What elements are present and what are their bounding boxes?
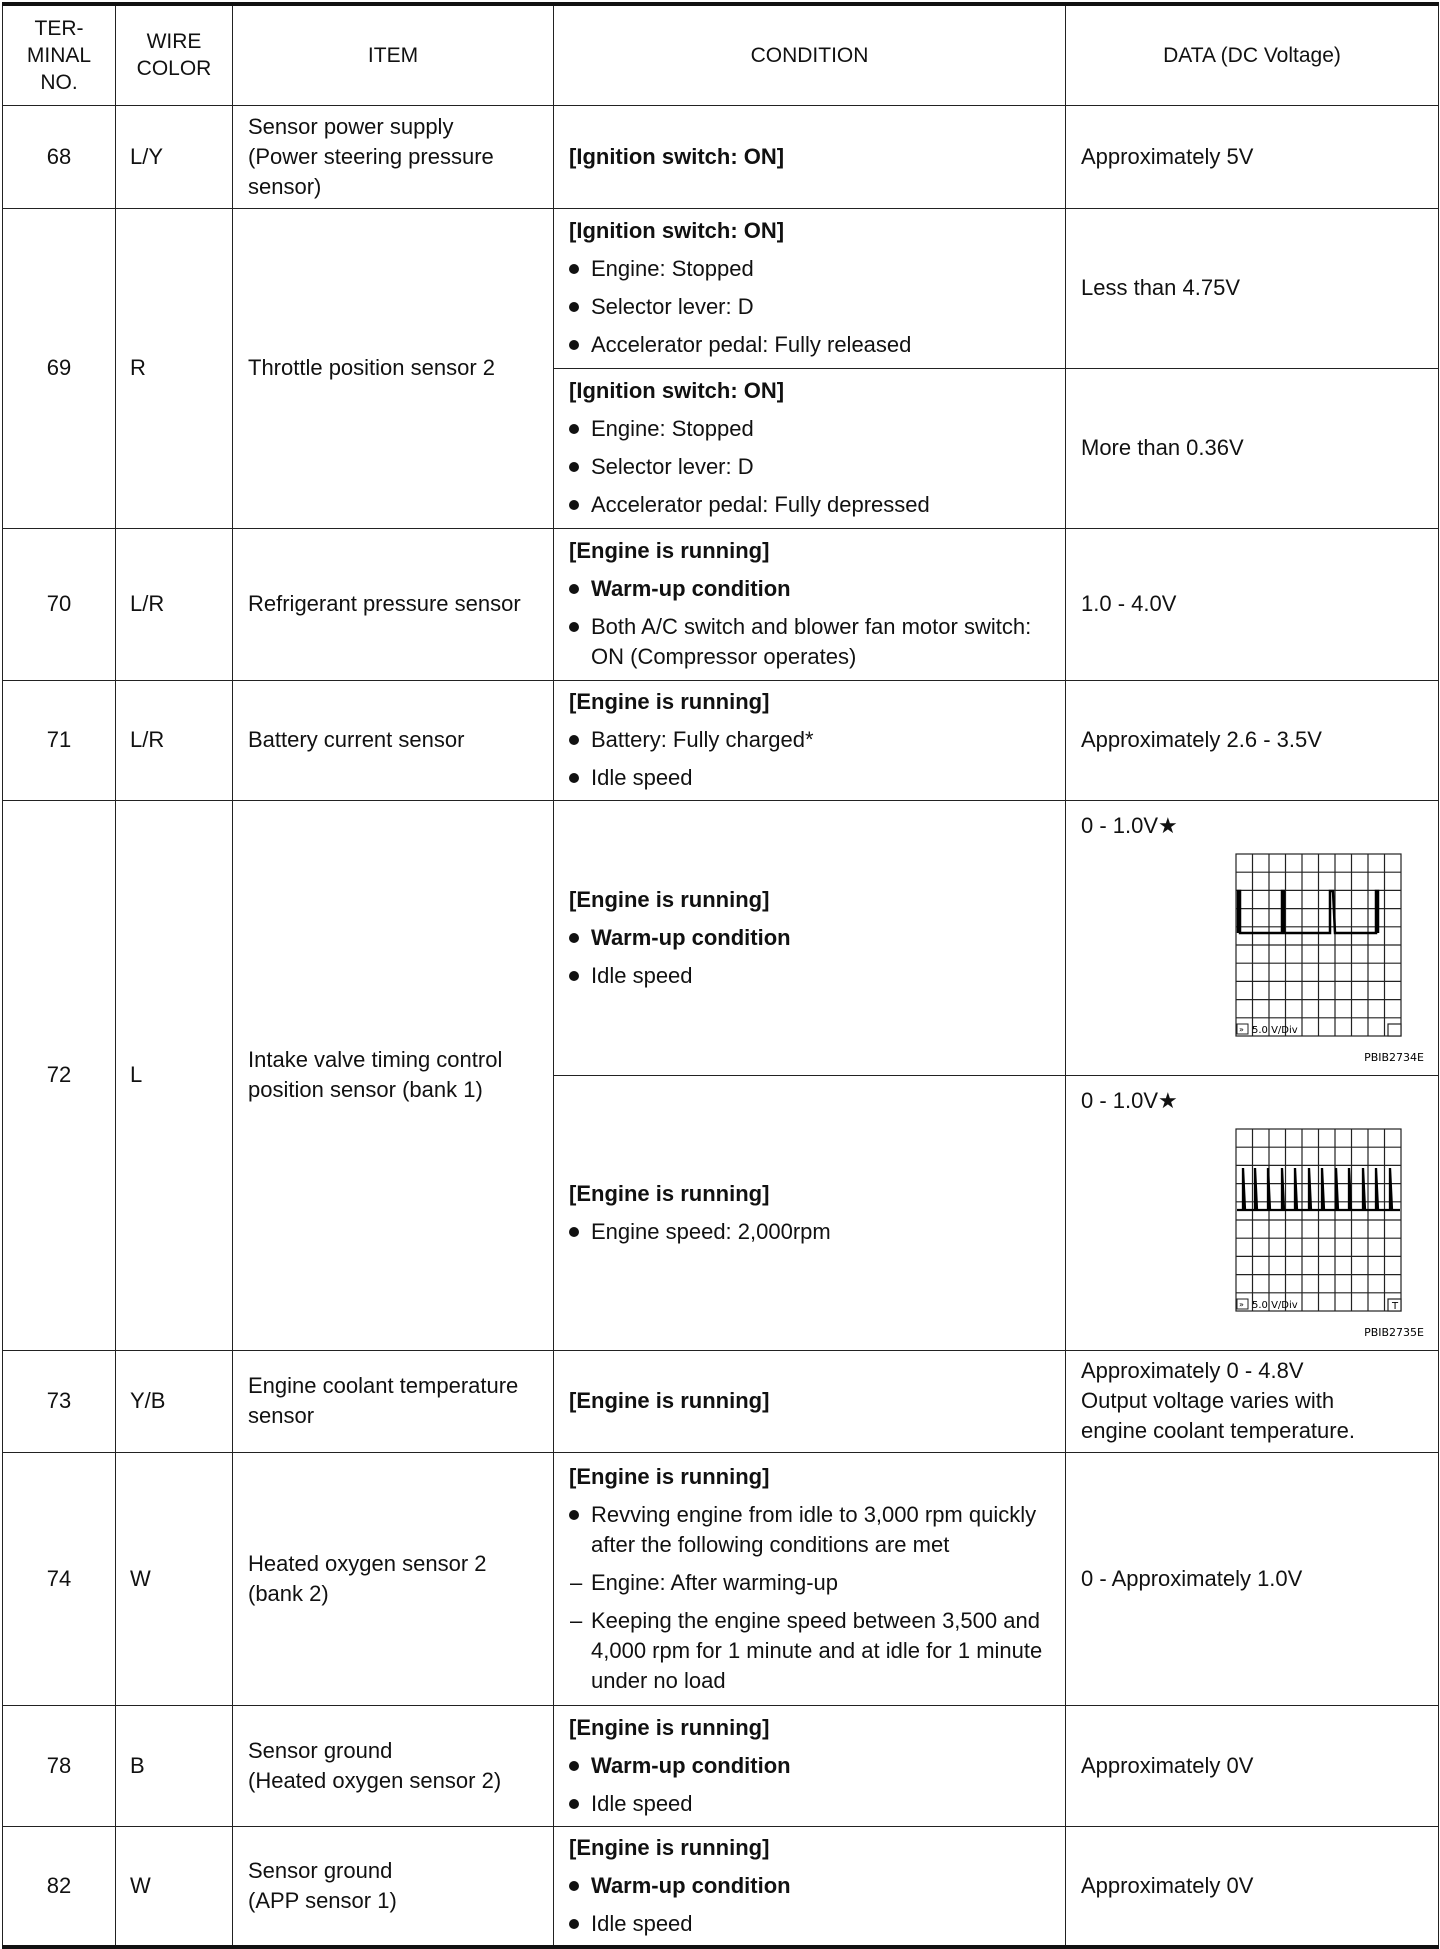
data-value: Approximately 0 - 4.8V Output voltage varies with engine coolant temperature. xyxy=(1066,1350,1439,1452)
bullet-item xyxy=(569,330,1059,360)
condition-header: [Engine is running] xyxy=(569,689,770,714)
bullet-item xyxy=(569,292,1059,322)
bullet-item xyxy=(569,1789,1059,1819)
data-value: Less than 4.75V xyxy=(1066,208,1439,368)
bullet-icon xyxy=(569,1761,579,1771)
bullet-item xyxy=(569,1217,1059,1247)
wire-color: W xyxy=(116,1826,233,1947)
condition xyxy=(554,1705,1066,1826)
wire-color: L/Y xyxy=(116,105,233,208)
bullet-text: Both A/C switch and blower fan motor switch: ON (Compressor operates) xyxy=(591,614,1032,669)
item-text: Throttle position sensor 2 xyxy=(233,208,554,528)
terminal-no: 68 xyxy=(3,105,116,208)
bullet-icon xyxy=(569,1227,579,1237)
osc-scale-1: 5.0 V/Div xyxy=(1252,1024,1298,1036)
osc-marker-2: T xyxy=(1391,1300,1399,1312)
table-row-69 xyxy=(3,208,1439,368)
terminal-no: 82 xyxy=(3,1826,116,1947)
osc-code-2: PBIB2735E xyxy=(1364,1325,1424,1339)
bullet-icon xyxy=(569,424,579,434)
wire-color: L/R xyxy=(116,528,233,680)
bullet-icon xyxy=(569,340,579,350)
bullet-text: Keeping the engine speed between 3,500 and 4,000 rpm for 1 minute and at idle for 1 minute under no load xyxy=(591,1607,1043,1693)
bullet-text: Battery: Fully charged* xyxy=(591,727,814,752)
bullet-item xyxy=(569,490,1059,520)
table-row-70 xyxy=(3,528,1439,680)
bullet-icon xyxy=(569,933,579,943)
bullet-icon xyxy=(569,1799,579,1809)
bullet-item xyxy=(569,725,1059,755)
bullet-item xyxy=(569,574,1059,604)
bullet-item xyxy=(569,763,1059,793)
condition xyxy=(554,105,1066,208)
bullet-item xyxy=(569,1871,1059,1901)
header-item: ITEM xyxy=(233,4,554,105)
header-data: DATA (DC Voltage) xyxy=(1066,4,1439,105)
condition-header: [Engine is running] xyxy=(569,538,770,563)
wire-color: L xyxy=(116,800,233,1350)
bullet-item xyxy=(569,961,1059,991)
bullet-text: Idle speed xyxy=(591,765,693,790)
condition-header: [Engine is running] xyxy=(569,1388,770,1413)
condition xyxy=(554,1350,1066,1452)
table-row-71 xyxy=(3,680,1439,800)
table-row-74 xyxy=(3,1452,1439,1705)
bullet-item xyxy=(569,414,1059,444)
bullet-text: Idle speed xyxy=(591,1910,693,1936)
dash-icon: – xyxy=(570,1607,583,1633)
condition xyxy=(554,528,1066,680)
table-row-73 xyxy=(3,1350,1439,1452)
wire-color: L/R xyxy=(116,680,233,800)
terminal-no: 71 xyxy=(3,680,116,800)
condition-header: [Engine is running] xyxy=(569,1180,770,1206)
dash-item xyxy=(569,1568,1059,1598)
bullet-item xyxy=(569,612,1059,672)
oscilloscope-waveform-2 xyxy=(1086,1124,1426,1339)
bullet-text: Engine: Stopped xyxy=(591,256,754,281)
data-value: 0 - Approximately 1.0V xyxy=(1066,1452,1439,1705)
bullet-icon xyxy=(569,584,579,594)
bullet-text: Idle speed xyxy=(591,962,693,988)
data-value: 0 - 1.0V★ xyxy=(1081,812,1178,838)
condition xyxy=(554,1826,1066,1947)
header-wire-color: WIRE COLOR xyxy=(116,4,233,105)
condition xyxy=(554,680,1066,800)
condition xyxy=(554,800,1066,1075)
table-row-68 xyxy=(3,105,1439,208)
bullet-icon xyxy=(569,302,579,312)
bullet-item xyxy=(569,1909,1059,1939)
bullet-icon xyxy=(569,1510,579,1520)
condition-header: [Engine is running] xyxy=(569,1834,770,1860)
item-text: Intake valve timing control position sensor (bank 1) xyxy=(233,800,554,1350)
bullet-icon xyxy=(569,462,579,472)
data-value: Approximately 5V xyxy=(1066,105,1439,208)
item-text: Battery current sensor xyxy=(233,680,554,800)
wire-color: W xyxy=(116,1452,233,1705)
condition xyxy=(554,208,1066,368)
header-terminal: TER- MINAL NO. xyxy=(3,4,116,105)
bullet-icon xyxy=(569,1881,579,1891)
terminal-table-page xyxy=(2,2,1438,1936)
data-value: Approximately 0V xyxy=(1066,1705,1439,1826)
bullet-text: Idle speed xyxy=(591,1790,693,1816)
bullet-icon xyxy=(569,500,579,510)
item-text: Heated oxygen sensor 2 (bank 2) xyxy=(233,1452,554,1705)
bullet-text: Warm-up condition xyxy=(591,924,791,950)
bullet-item xyxy=(569,923,1059,953)
condition xyxy=(554,1452,1066,1705)
bullet-icon xyxy=(569,1919,579,1929)
bullet-item xyxy=(569,452,1059,482)
wire-color: Y/B xyxy=(116,1350,233,1452)
bullet-icon xyxy=(569,773,579,783)
item-text: Sensor power supply (Power steering pressure sensor) xyxy=(233,105,554,208)
condition xyxy=(554,368,1066,528)
bullet-item xyxy=(569,1751,1059,1781)
svg-text:»: » xyxy=(1239,1299,1244,1309)
condition-header: [Ignition switch: ON] xyxy=(569,378,785,403)
bullet-text: Engine: After warming-up xyxy=(591,1569,839,1595)
bullet-text: Selector lever: D xyxy=(591,294,754,319)
dash-item xyxy=(569,1606,1059,1696)
bullet-text: Accelerator pedal: Fully released xyxy=(591,332,912,357)
table-row-72 xyxy=(3,800,1439,1075)
item-text: Refrigerant pressure sensor xyxy=(233,528,554,680)
bullet-icon xyxy=(569,622,579,632)
terminal-no: 73 xyxy=(3,1350,116,1452)
condition-header: [Engine is running] xyxy=(569,1714,770,1740)
data-value: 1.0 - 4.0V xyxy=(1066,528,1439,680)
header-row xyxy=(3,4,1439,105)
terminal-no: 70 xyxy=(3,528,116,680)
condition xyxy=(554,1075,1066,1350)
data-value: Approximately 2.6 - 3.5V xyxy=(1066,680,1439,800)
bullet-text: Warm-up condition xyxy=(591,1752,791,1778)
table-row-78 xyxy=(3,1705,1439,1826)
oscilloscope-waveform-1 xyxy=(1086,849,1426,1064)
condition-header: [Engine is running] xyxy=(569,1463,770,1489)
svg-text:»: » xyxy=(1239,1024,1244,1034)
bullet-item xyxy=(569,254,1059,284)
wire-color: R xyxy=(116,208,233,528)
bullet-icon xyxy=(569,264,579,274)
data-value: 0 - 1.0V★ xyxy=(1081,1087,1178,1113)
terminal-no: 72 xyxy=(3,800,116,1350)
data-oscilloscope-1 xyxy=(1066,800,1439,1075)
osc-code-1: PBIB2734E xyxy=(1364,1050,1424,1064)
table-row-82 xyxy=(3,1826,1439,1947)
bullet-text: Engine speed: 2,000rpm xyxy=(591,1218,831,1244)
condition-header: [Ignition switch: ON] xyxy=(569,143,785,169)
terminal-data-table xyxy=(2,2,1439,1949)
condition-header: [Ignition switch: ON] xyxy=(569,218,785,243)
bullet-icon xyxy=(569,971,579,981)
terminal-no: 74 xyxy=(3,1452,116,1705)
osc-scale-2: 5.0 V/Div xyxy=(1252,1299,1298,1311)
terminal-no: 78 xyxy=(3,1705,116,1826)
item-text: Sensor ground (Heated oxygen sensor 2) xyxy=(233,1705,554,1826)
item-text: Sensor ground (APP sensor 1) xyxy=(233,1826,554,1947)
terminal-no: 69 xyxy=(3,208,116,528)
header-condition: CONDITION xyxy=(554,4,1066,105)
bullet-text: Warm-up condition xyxy=(591,1872,791,1898)
data-value: Approximately 0V xyxy=(1066,1826,1439,1947)
bullet-text: Engine: Stopped xyxy=(591,416,754,441)
bullet-text: Accelerator pedal: Fully depressed xyxy=(591,492,930,517)
wire-color: B xyxy=(116,1705,233,1826)
item-text: Engine coolant temperature sensor xyxy=(233,1350,554,1452)
bullet-icon xyxy=(569,735,579,745)
bullet-text: Revving engine from idle to 3,000 rpm quickly after the following conditions are met xyxy=(591,1501,1037,1557)
dash-icon: – xyxy=(570,1569,583,1595)
bullet-text: Warm-up condition xyxy=(591,576,791,601)
bullet-item xyxy=(569,1500,1059,1560)
data-value: More than 0.36V xyxy=(1066,368,1439,528)
condition-header: [Engine is running] xyxy=(569,886,770,912)
data-oscilloscope-2 xyxy=(1066,1075,1439,1350)
bullet-text: Selector lever: D xyxy=(591,454,754,479)
